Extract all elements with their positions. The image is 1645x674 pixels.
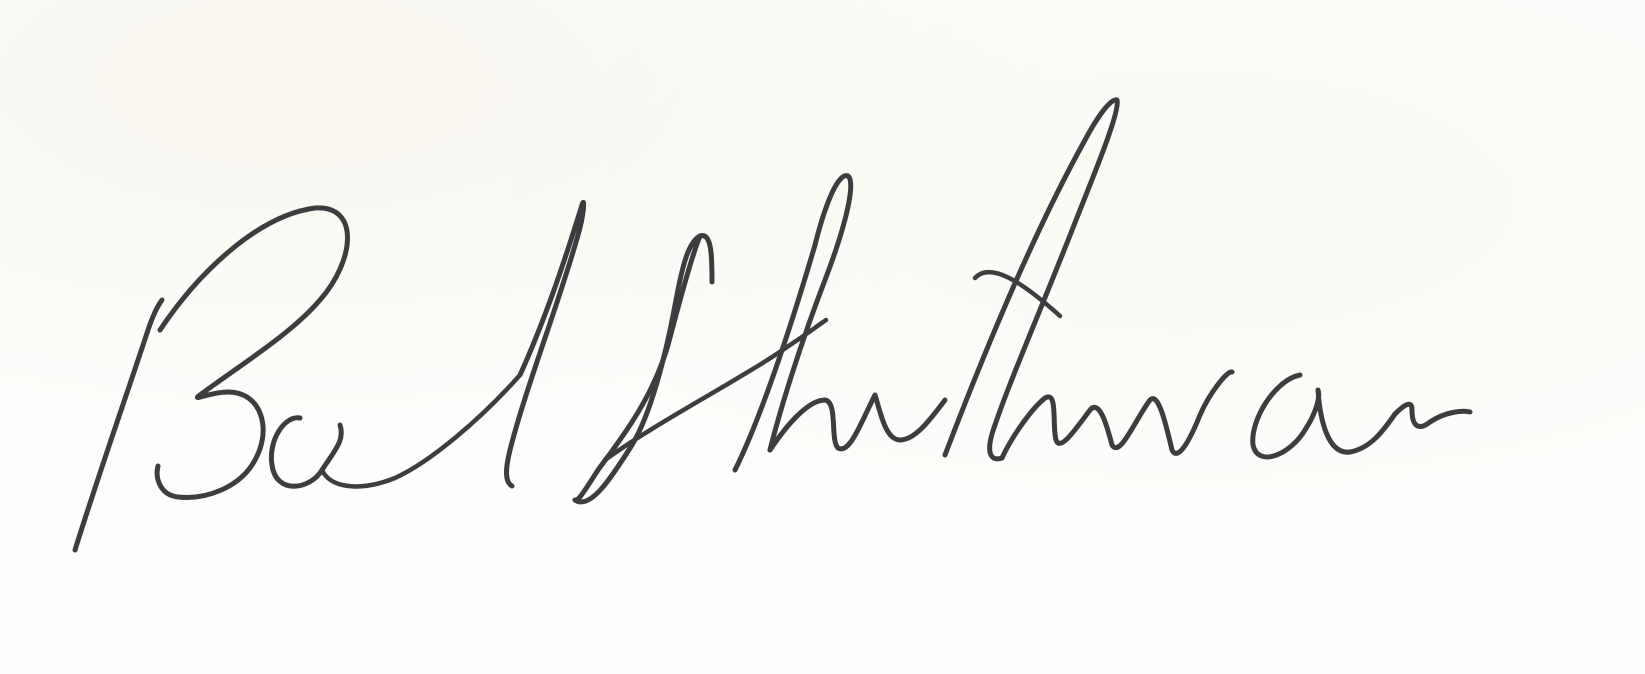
- letter-m: [1002, 372, 1232, 458]
- letter-a-final: [1253, 375, 1395, 457]
- letter-t-stem: [945, 100, 1117, 459]
- letter-s-loop: [575, 236, 712, 502]
- signature-ink: [75, 100, 1470, 550]
- letter-u: [770, 395, 945, 450]
- letter-b-lower-bowl: [157, 392, 263, 497]
- letter-b-upper-bowl: [160, 208, 348, 398]
- letter-l-ascender: [506, 202, 583, 486]
- letter-s-crossbar: [605, 320, 826, 460]
- letter-b-stem: [75, 300, 162, 550]
- letter-n: [1395, 404, 1470, 426]
- letter-a: [271, 418, 341, 486]
- letter-b-connector: [322, 375, 520, 486]
